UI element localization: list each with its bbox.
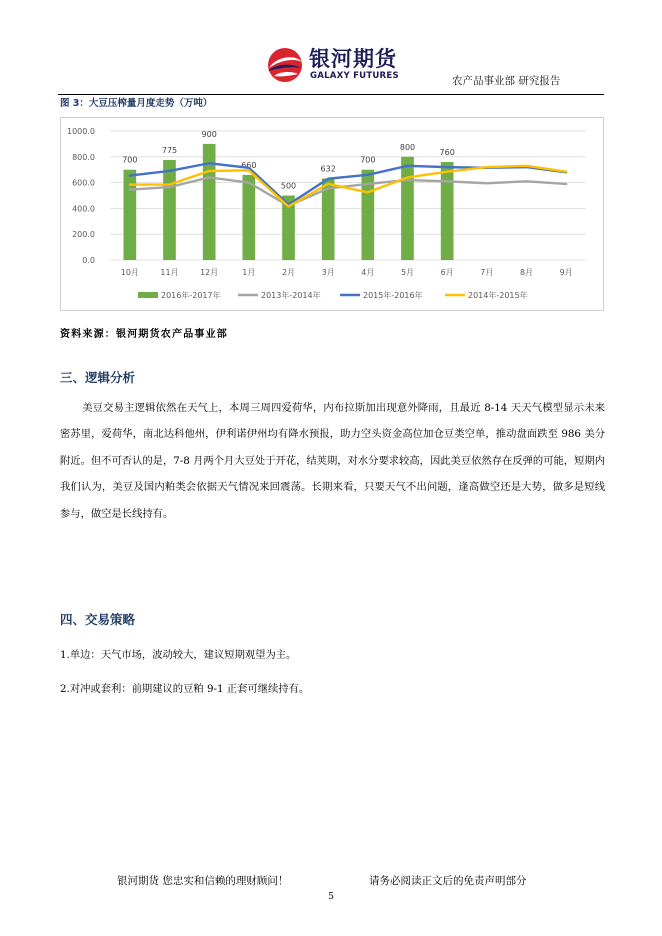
header-divider (58, 94, 604, 95)
legend-label: 2015年-2016年 (363, 291, 423, 300)
x-tick-label: 6月 (440, 268, 454, 277)
legend-label: 2013年-2014年 (261, 291, 321, 300)
data-label: 900 (201, 129, 217, 139)
x-tick-label: 8月 (519, 268, 534, 277)
data-label: 660 (241, 160, 257, 170)
data-label: 632 (320, 164, 336, 174)
figure-title: 图 3：大豆压榨量月度走势（万吨） (60, 98, 213, 109)
legend-label: 2014年-2015年 (468, 291, 528, 300)
y-tick-label: 1000.0 (67, 127, 95, 136)
figure-source: 资料来源：银河期货农产品事业部 (60, 329, 228, 340)
footer-slogan: 银河期货 您忠实和信赖的理财顾问！ (117, 875, 289, 887)
section-heading-strategy: 四、交易策略 (60, 612, 136, 627)
bar (242, 175, 255, 260)
x-tick-label: 3月 (321, 268, 335, 277)
company-name-cn: 银河期货 (309, 47, 397, 71)
logic-paragraph (60, 395, 605, 527)
bar (441, 162, 454, 260)
y-tick-label: 200.0 (72, 230, 95, 240)
x-tick-label: 7月 (480, 268, 494, 277)
footer-disclaimer: 请务必阅读正文后的免责声明部分 (369, 875, 527, 887)
bar (123, 170, 136, 260)
logic-paragraph-text: 美豆交易主逻辑依然在天气上，本周三周四爱荷华，内布拉斯加出现意外降雨，且最近 8-14 天天气模型显示未来密苏里，爱荷华，南北达科他州，伊利诺伊州均有降水预报，助力空头资金高位加仓豆类空单，推动盘面跌至 986 美分附近。但不可否认的是，7-8 月两个月大豆处于开花，结荚期，对水分要求较高，因此美豆依然存在反弹的可能，短期内我们认为，美豆及国内粕类会依据天气情况来回震荡。长期来看，只要天气不出问题，逢高做空还是大势，做多是短线参与，做空是长线持有。 (60, 402, 605, 520)
x-tick-label: 10月 (120, 268, 139, 277)
bar (203, 144, 216, 260)
section-heading-logic: 三、逻辑分析 (60, 370, 136, 385)
y-tick-label: 0.0 (82, 256, 95, 265)
y-tick-label: 800.0 (72, 152, 95, 162)
series-line (130, 177, 566, 205)
bar (401, 157, 414, 260)
x-tick-label: 1月 (242, 268, 256, 277)
galaxy-logo-icon (266, 46, 304, 84)
x-tick-label: 12月 (200, 268, 219, 277)
x-tick-label: 2月 (281, 268, 296, 277)
x-tick-label: 5月 (400, 268, 415, 277)
x-tick-label: 11月 (160, 268, 179, 277)
data-label: 700 (122, 155, 138, 165)
legend-label: 2016年-2017年 (161, 291, 221, 300)
y-tick-label: 600.0 (72, 178, 95, 188)
bar (163, 160, 176, 260)
legend-swatch (138, 292, 158, 298)
page-number: 5 (328, 892, 334, 902)
soybean-crush-chart (60, 117, 604, 311)
data-label: 500 (280, 181, 297, 191)
data-label: 775 (161, 146, 178, 156)
x-tick-label: 4月 (361, 268, 375, 277)
x-tick-label: 9月 (559, 268, 573, 277)
company-name-en: GALAXY FUTURES (310, 71, 399, 81)
strategy-item-single: 1.单边：天气市场，波动较大，建议短期观望为主。 (60, 649, 297, 661)
strategy-item-hedge: 2.对冲或套利：前期建议的豆粕 9-1 正套可继续持有。 (60, 683, 310, 695)
y-tick-label: 400.0 (72, 204, 95, 214)
department-label: 农产品事业部 研究报告 (452, 75, 561, 87)
data-label: 760 (439, 147, 455, 157)
data-label: 700 (360, 155, 376, 165)
data-label: 800 (399, 142, 416, 152)
